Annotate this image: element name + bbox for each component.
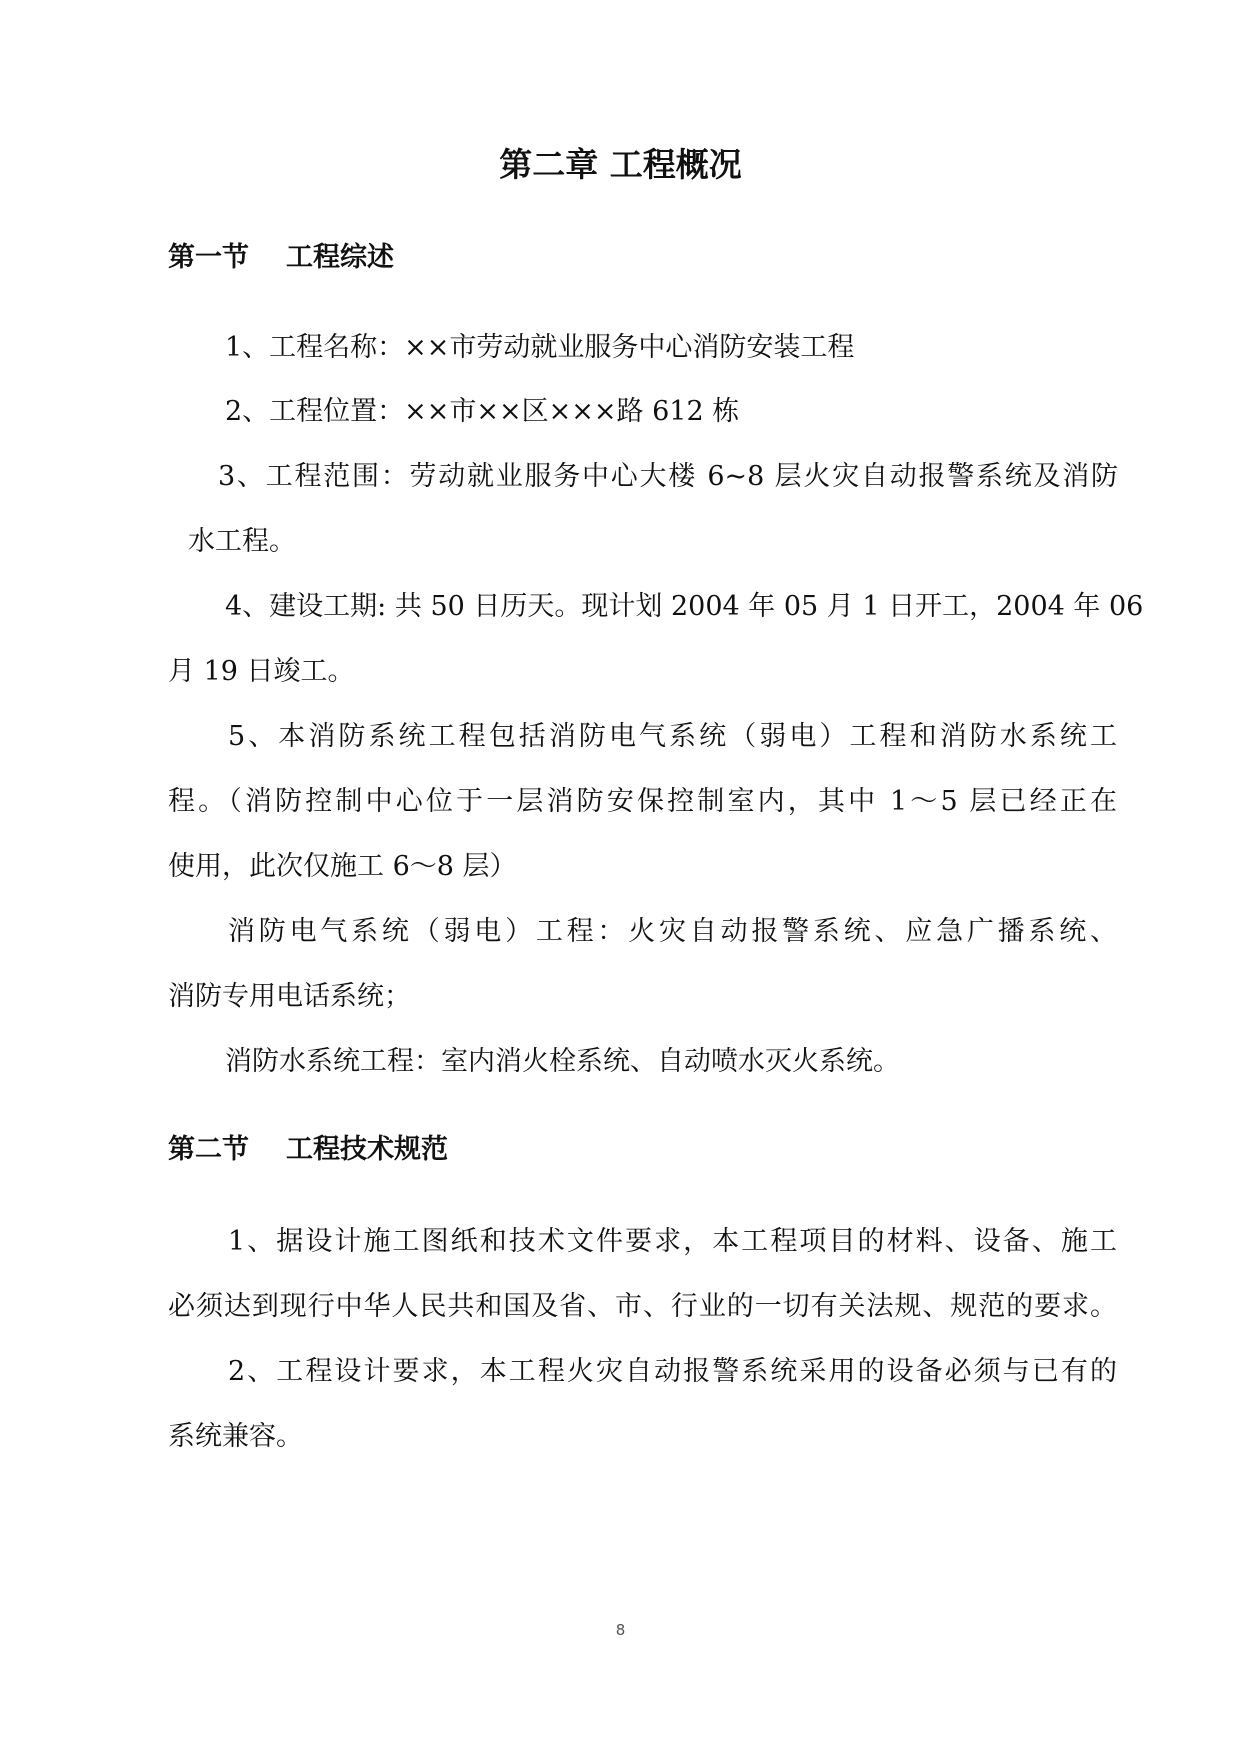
overview-line: 3、工程范围：劳动就业服务中心大楼 6~8 层火灾自动报警系统及消防 <box>218 461 1118 492</box>
tech-line: 1、据设计施工图纸和技术文件要求，本工程项目的材料、设备、施工 <box>228 1226 1117 1257</box>
section-number: 第一节 <box>168 242 249 273</box>
chapter-title: 第二章 工程概况 <box>499 145 742 184</box>
tech-line: 必须达到现行中华人民共和国及省、市、行业的一切有关法规、规范的要求。 <box>168 1291 1117 1322</box>
section-heading-tech-specs <box>168 1132 448 1168</box>
overview-line: 2、工程位置：××市××区×××路 612 栋 <box>225 396 740 427</box>
overview-line: 月 19 日竣工。 <box>168 656 355 687</box>
overview-line: 消防电气系统（弱电）工程：火灾自动报警系统、应急广播系统、 <box>228 916 1117 947</box>
overview-line: 4、建设工期: 共 50 日历天。现计划 2004 年 05 月 1 日开工，2004 年 06 <box>225 591 1144 622</box>
section-title: 工程综述 <box>286 242 394 273</box>
section-heading-overview <box>168 240 394 276</box>
overview-line: 消防水系统工程：室内消火栓系统、自动喷水灭火系统。 <box>225 1046 900 1077</box>
section-number: 第二节 <box>168 1134 249 1165</box>
tech-line: 2、工程设计要求，本工程火灾自动报警系统采用的设备必须与已有的 <box>228 1356 1117 1387</box>
overview-line: 5、本消防系统工程包括消防电气系统（弱电）工程和消防水系统工 <box>228 721 1117 752</box>
tech-line: 系统兼容。 <box>168 1421 303 1452</box>
overview-line: 水工程。 <box>188 526 296 557</box>
overview-line: 程。（消防控制中心位于一层消防安保控制室内，其中 1～5 层已经正在 <box>168 786 1117 817</box>
overview-line: 1、工程名称：××市劳动就业服务中心消防安装工程 <box>225 332 855 363</box>
page-number: 8 <box>615 1621 626 1639</box>
overview-line: 使用，此次仅施工 6～8 层） <box>168 851 517 882</box>
overview-line: 消防专用电话系统； <box>168 981 411 1012</box>
section-title: 工程技术规范 <box>286 1134 448 1165</box>
